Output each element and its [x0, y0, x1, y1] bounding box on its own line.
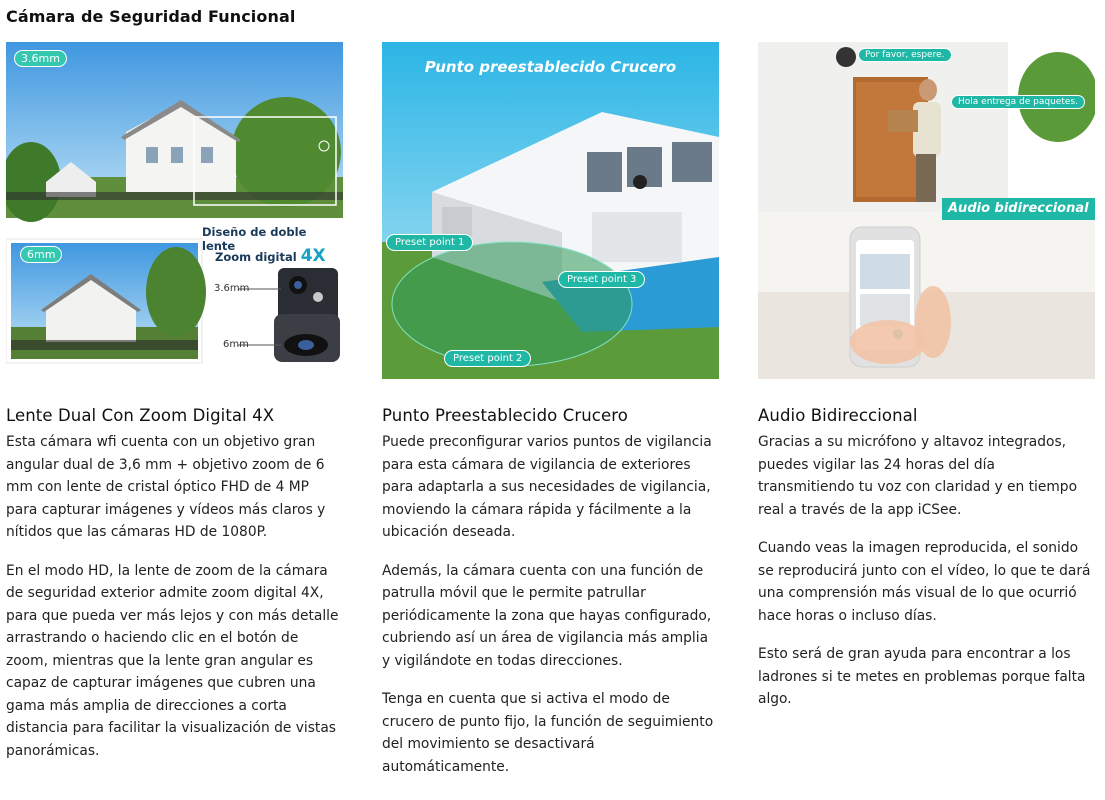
feature-paragraph: Puede preconfigurar varios puntos de vigilancia para esta cámara de vigilancia de exteriores para adaptarla a sus necesidades de vigilancia, moviendo la cámara rápida y fácilmente a la ubicación deseada. [382, 434, 712, 540]
preset-point-3-tag: Preset point 3 [558, 271, 645, 288]
preset-cruise-illustration [382, 42, 719, 379]
dual-lens-design-label: Diseño de doble lente [202, 225, 307, 253]
preset-point-1-tag: Preset point 1 [386, 234, 473, 251]
page-title: Cámara de Seguridad Funcional [6, 7, 296, 26]
feature-paragraph: En el modo HD, la lente de zoom de la cámara de seguridad exterior admite zoom digital 4X, para que pueda ver más lejos y con más detalle arrastrando o haciendo clic en el botón de zoom, mientras que la lente gran angular es capaz de capturar imágenes que cubren una gama más amplia de direcciones a corta distancia para facilitar la visualización de vistas panorámicas. [6, 562, 339, 759]
dual-lens-image [6, 42, 343, 379]
zoom-label: Zoom digital 4X [215, 246, 326, 266]
lens-label-bottom: 6mm [223, 339, 249, 350]
feature-heading: Audio Bidireccional [758, 406, 918, 425]
dual-lens-illustration [6, 42, 343, 379]
wide-lens-badge: 3.6mm [14, 50, 67, 67]
feature-paragraph: Esta cámara wfi cuenta con un objetivo gran angular dual de 3,6 mm + objetivo zoom de 6 mm con lente de cristal óptico FHD de 4 MP para capturar imágenes y vídeos más claros y nítidos que las cámaras HD de 1080P. [6, 434, 326, 540]
preset-title: Punto preestablecido Crucero [424, 58, 677, 76]
preset-cruise-image [382, 42, 719, 379]
feature-paragraph: Además, la cámara cuenta con una función de patrulla móvil que le permite patrullar periódicamente la zona que hayas configurado, cubriendo así un área de vigilancia más amplia y vigilándote en todas direcciones. [382, 562, 712, 669]
zoom-lens-badge: 6mm [20, 246, 62, 263]
preset-point-2-tag: Preset point 2 [444, 350, 531, 367]
feature-column-preset-cruise [382, 42, 719, 778]
zoom-value: 4X [300, 246, 326, 266]
feature-column-dual-lens [6, 42, 343, 762]
feature-column-two-way-audio [758, 42, 1095, 711]
speech-bubble-delivery: Hola entrega de paquetes. [951, 95, 1085, 109]
feature-paragraph: Cuando veas la imagen reproducida, el sonido se reproducirá junto con el vídeo, lo que te dará una comprensión más visual de lo que ocurrió hace horas o incluso días. [758, 540, 1091, 624]
speech-bubble-wait: Por favor, espere. [858, 48, 952, 62]
feature-heading: Lente Dual Con Zoom Digital 4X [6, 406, 275, 425]
feature-paragraph: Gracias a su micrófono y altavoz integrados, puedes vigilar las 24 horas del día transmitiendo tu voz con claridad y en tiempo real a través de la app iCSee. [758, 434, 1078, 518]
feature-paragraph: Tenga en cuenta que si activa el modo de crucero de punto fijo, la función de seguimiento del movimiento se desactivará automáticamente. [382, 691, 714, 775]
feature-heading: Punto Preestablecido Crucero [382, 406, 628, 425]
lens-label-top: 3.6mm [214, 283, 250, 294]
two-way-audio-image [758, 42, 1095, 379]
feature-paragraph: Esto será de gran ayuda para encontrar a los ladrones si te metes en problemas porque falta algo. [758, 646, 1086, 707]
two-way-audio-label: Audio bidireccional [942, 198, 1095, 220]
